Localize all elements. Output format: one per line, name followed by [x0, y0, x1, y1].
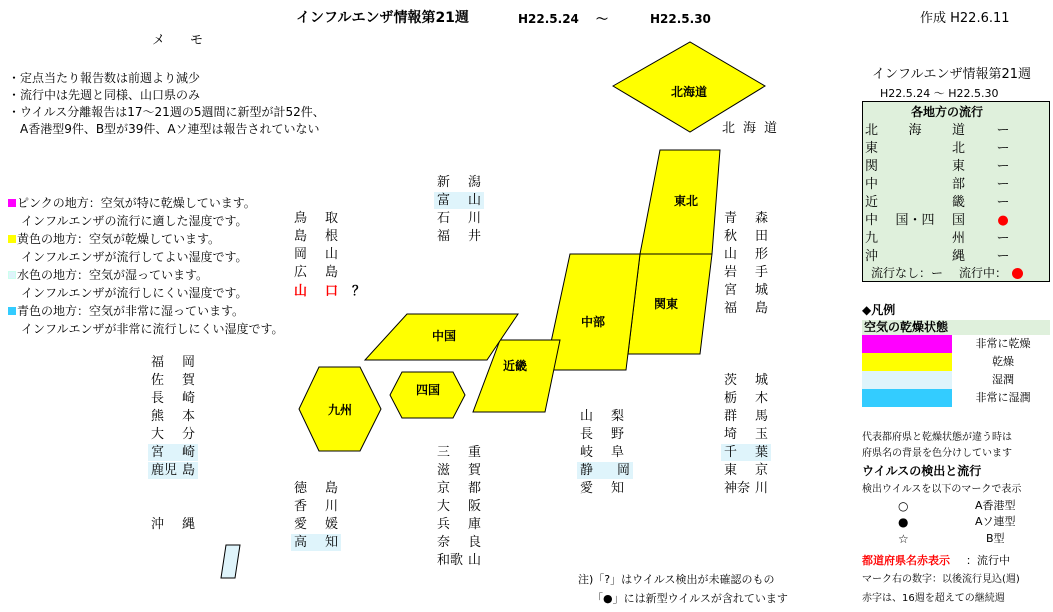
- pref-kagawa: 香 川: [294, 499, 338, 514]
- legend-note-1: 代表都府県と乾燥状態が違う時は: [862, 432, 1012, 443]
- pref-ibaraki: 茨 城: [724, 373, 768, 388]
- map-label-hokkaido: 北海道: [671, 85, 708, 99]
- map-label-kinki: 近畿: [503, 359, 528, 373]
- region-row-hokkaido: 北 海 道 ー: [865, 123, 1010, 138]
- pref-aomori: 青 森: [724, 211, 768, 226]
- pref-saga: 佐 賀: [151, 373, 195, 388]
- dryness-title: 空気の乾燥状態: [862, 320, 1050, 335]
- pref-shizuoka: 静 岡: [577, 462, 633, 479]
- region-row-okinawa: 沖 縄 ー: [865, 249, 1010, 264]
- pref-nagasaki: 長 崎: [151, 391, 195, 406]
- pref-kyoto: 京 都: [437, 481, 481, 496]
- pref-kumamoto: 熊 本: [151, 409, 195, 424]
- swatch-dry: [862, 353, 952, 371]
- pref-shimane: 島 根: [294, 229, 338, 244]
- date-to: H22.5.30: [650, 12, 711, 26]
- pref-niigata: 新 潟: [437, 175, 481, 190]
- region-okinawa-shape[interactable]: [221, 545, 240, 578]
- red-number-note: 赤字は、16週を超えての継続週: [862, 593, 1005, 604]
- panel-title: インフルエンザ情報第21週: [872, 67, 1032, 82]
- pref-osaka: 大 阪: [437, 499, 481, 514]
- swatch-very-dry-label: 非常に乾燥: [975, 337, 1031, 350]
- red-dot-icon: [1012, 268, 1023, 279]
- pref-fukuoka: 福 岡: [151, 355, 195, 370]
- pref-toyama: 富 山: [434, 192, 484, 209]
- swatch-very-humid-label: 非常に湿潤: [975, 391, 1031, 404]
- memo-heading: メ モ: [152, 33, 210, 48]
- map-label-kyushu: 九州: [328, 403, 353, 417]
- pref-hiroshima: 広 島: [294, 265, 338, 280]
- date-from: H22.5.24: [518, 12, 579, 26]
- region-status-title: 各地方の流行: [911, 105, 984, 119]
- pref-kagoshima: 鹿児 島: [148, 462, 198, 479]
- pref-ehime: 愛 媛: [294, 517, 338, 532]
- pref-saitama: 埼 玉: [724, 427, 768, 442]
- date-tilde: ～: [596, 12, 609, 26]
- pref-nagano: 長 野: [580, 427, 624, 442]
- pref-gunma: 群 馬: [724, 409, 768, 424]
- note-blue-sub: インフルエンザが非常に流行しにくい湿度です。: [21, 322, 284, 336]
- pref-okinawa: 沖 縄: [151, 517, 195, 532]
- pref-tokushima: 徳 島: [294, 481, 338, 496]
- red-desc: ：流行中: [966, 554, 1010, 567]
- yamaguchi-unconfirmed-mark: ？: [352, 284, 366, 299]
- soviet-label: Aソ連型: [975, 515, 1016, 528]
- note-aqua-sub: インフルエンザが流行しにくい湿度です。: [21, 286, 248, 300]
- pref-fukushima: 福 島: [724, 301, 768, 316]
- status-legend-none: 流行なし：ー: [871, 266, 944, 280]
- pref-tochigi: 栃 木: [724, 391, 768, 406]
- region-row-chubu: 中 部 ー: [865, 177, 1010, 192]
- swatch-very-humid: [862, 389, 952, 407]
- panel-dates: H22.5.24 ～ H22.5.30: [880, 87, 999, 100]
- hokkaido-pref-label: 北海道: [722, 121, 786, 136]
- footnote-line-2: 「●」には新型ウイルスが含れています: [592, 592, 788, 605]
- type-b-label: B型: [986, 532, 1005, 545]
- map-label-tohoku: 東北: [674, 194, 699, 208]
- status-legend-active: 流行中：: [959, 266, 1008, 280]
- swatch-very-dry: [862, 335, 952, 353]
- pref-nara: 奈 良: [437, 535, 481, 550]
- hong-kong-mark-icon: ○: [898, 499, 909, 513]
- pref-miyagi: 宮 城: [724, 283, 768, 298]
- pref-yamagata: 山 形: [724, 247, 768, 262]
- pref-aichi: 愛 知: [580, 481, 624, 496]
- pref-gifu: 岐 阜: [580, 445, 624, 460]
- note-yellow: 黄色の地方：空気が乾燥しています。: [17, 232, 221, 246]
- soviet-mark-icon: ●: [898, 515, 909, 529]
- pref-okayama: 岡 山: [294, 247, 338, 262]
- pref-akita: 秋 田: [724, 229, 768, 244]
- region-chubu-shape[interactable]: [545, 254, 640, 370]
- footnote-line-1: 注)「?」はウイルス検出が未確認のもの: [578, 573, 775, 586]
- note-blue: 青色の地方：空気が非常に湿っています。: [17, 304, 245, 318]
- pref-yamanashi: 山 梨: [580, 409, 624, 424]
- pref-mie: 三 重: [437, 445, 481, 460]
- region-row-tohoku: 東 北 ー: [865, 141, 1010, 156]
- region-row-kanto: 関 東 ー: [865, 159, 1010, 174]
- map-label-kanto: 関東: [654, 297, 679, 311]
- swatch-humid: [862, 371, 952, 389]
- pref-iwate: 岩 手: [724, 265, 768, 280]
- active-dot-icon: ●: [997, 213, 1009, 228]
- memo-line-3: ・ウイルス分離報告は17～21週の5週間に新型が計52件、: [8, 105, 325, 119]
- pref-yamaguchi: 山 口: [294, 284, 338, 299]
- type-b-mark-icon: ☆: [898, 532, 909, 546]
- hong-kong-label: A香港型: [975, 499, 1016, 512]
- pref-kanagawa: 神奈 川: [724, 481, 768, 496]
- pref-ishikawa: 石 川: [437, 211, 481, 226]
- pref-shiga: 滋 賀: [437, 463, 481, 478]
- map-label-shikoku: 四国: [416, 383, 441, 397]
- region-row-kinki: 近 畿 ー: [865, 195, 1010, 210]
- note-pink: ピンクの地方：空気が特に乾燥しています。: [17, 196, 256, 210]
- region-status-box: [862, 101, 1050, 282]
- pref-tottori: 鳥 取: [294, 211, 338, 226]
- pref-wakayama: 和歌 山: [437, 553, 481, 568]
- note-aqua: 水色の地方：空気が湿っています。: [17, 268, 209, 282]
- report-title: インフルエンザ情報第21週: [296, 10, 469, 26]
- pref-kochi: 高 知: [291, 534, 341, 551]
- pref-oita: 大 分: [151, 427, 195, 442]
- note-yellow-sub: インフルエンザが流行してよい湿度です。: [21, 250, 248, 264]
- legend-note-2: 府県名の背景を色分けしています: [862, 448, 1012, 459]
- memo-line-1: ・定点当たり報告数は前週より減少: [8, 71, 201, 85]
- red-label: 都道府県名赤表示: [862, 554, 950, 567]
- region-row-kyushu: 九 州 ー: [865, 231, 1010, 246]
- pref-miyazaki: 宮 崎: [148, 444, 198, 461]
- mark-right-note: マーク右の数字：以後流行見込(週): [862, 574, 1020, 585]
- map-label-chugoku: 中国: [432, 329, 457, 343]
- memo-line-2: ・流行中は先週と同様、山口県のみ: [8, 88, 201, 102]
- note-pink-sub: インフルエンザの流行に適した湿度です。: [21, 214, 248, 228]
- pref-chiba: 千 葉: [721, 444, 771, 461]
- pref-hyogo: 兵 庫: [437, 517, 481, 532]
- virus-title: ウイルスの検出と流行: [862, 464, 982, 478]
- pref-fukui: 福 井: [437, 229, 481, 244]
- pref-tokyo: 東 京: [724, 463, 768, 478]
- region-row-chugoku-shikoku: 中 国・四 国 ●: [865, 212, 1045, 229]
- legend-title: ◆凡例: [862, 303, 896, 317]
- swatch-dry-label: 乾燥: [992, 355, 1014, 368]
- virus-desc: 検出ウイルスを以下のマークで表示: [862, 484, 1022, 495]
- created-date: 作成 H22.6.11: [920, 11, 1010, 26]
- swatch-humid-label: 湿潤: [992, 373, 1014, 386]
- memo-line-4: A香港型9件、B型が39件、Aソ連型は報告されていない: [8, 122, 320, 136]
- map-label-chubu: 中部: [581, 315, 606, 329]
